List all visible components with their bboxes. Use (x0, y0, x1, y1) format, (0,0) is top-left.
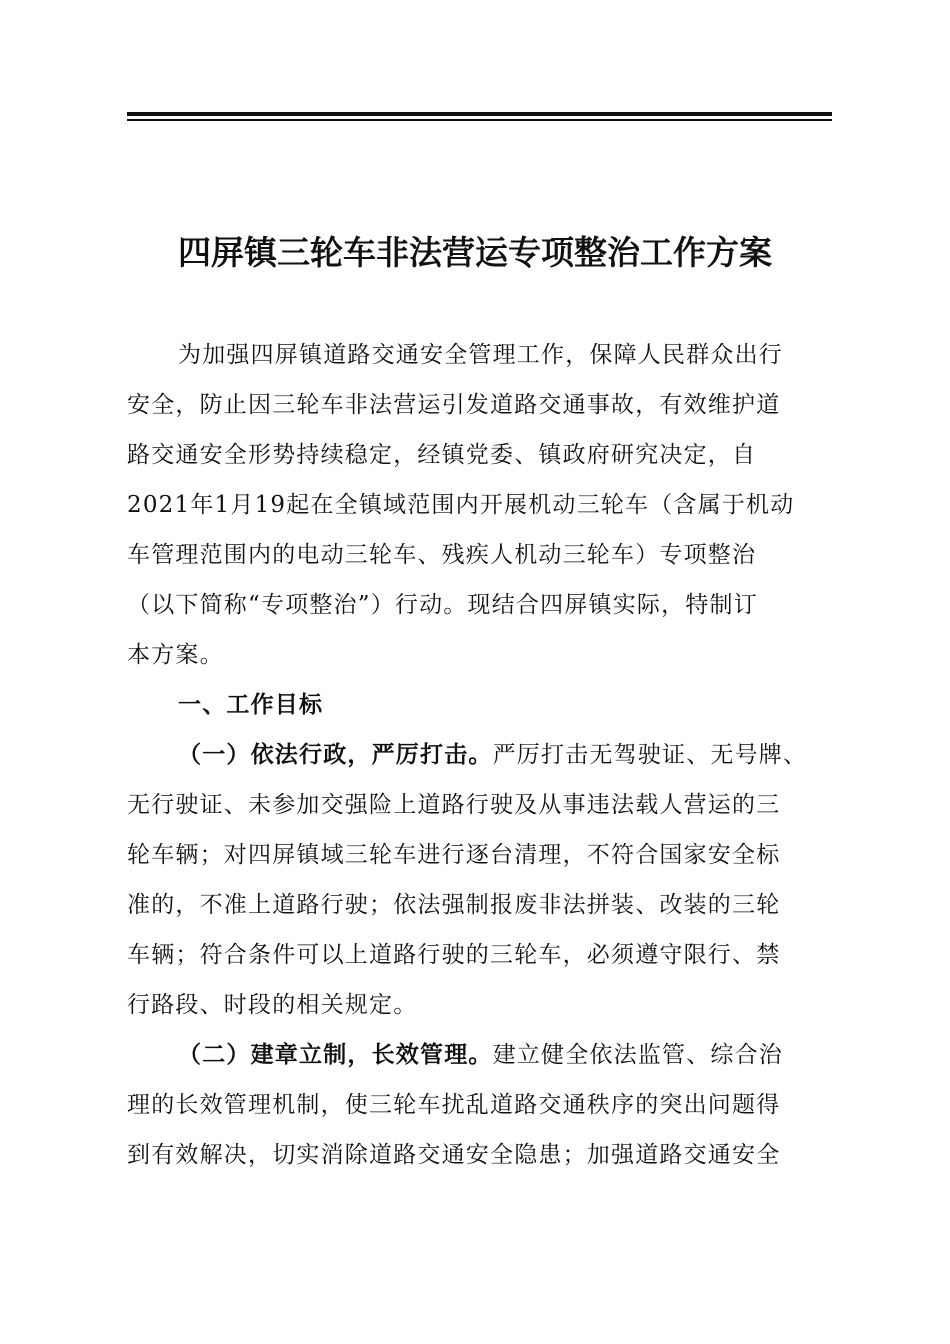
intro-line-4: 2021年1月19起在全镇域范围内开展机动三轮车（含属于机动 (127, 492, 795, 518)
header-double-rule-thin (127, 119, 832, 121)
item2-first-line (178, 1038, 783, 1072)
intro-line-1: 为加强四屏镇道路交通安全管理工作，保障人民群众出行 (178, 342, 783, 368)
item1-line-6: 行路段、时段的相关规定。 (127, 992, 418, 1018)
intro-line-5: 车管理范围内的电动三轮车、残疾人机动三轮车）专项整治 (127, 542, 757, 568)
intro-line-7: 本方案。 (127, 642, 224, 668)
document-title: 四屏镇三轮车非法营运专项整治工作方案 (178, 233, 772, 272)
intro-line-2: 安全，防止因三轮车非法营运引发道路交通事故，有效维护道 (127, 392, 781, 418)
header-double-rule-thick (127, 112, 832, 116)
item2-line-3: 到有效解决，切实消除道路交通安全隐患；加强道路交通安全 (127, 1142, 781, 1168)
item1-line-4: 准的，不准上道路行驶；依法强制报废非法拼装、改装的三轮 (127, 892, 781, 918)
item1-heading: （一）依法行政，严厉打击。 (178, 741, 493, 768)
item2-first-line-text: 建立健全依法监管、综合治 (492, 1042, 784, 1068)
section-heading-goals: 一、工作目标 (178, 691, 324, 718)
item1-line-2: 无行驶证、未参加交强险上道路行驶及从事违法载人营运的三 (127, 792, 781, 818)
intro-line-6: （以下简称“专项整治”）行动。现结合四屏镇实际，特制订 (127, 592, 758, 618)
item2-heading: （二）建章立制，长效管理。 (178, 1041, 493, 1068)
item1-line-5: 车辆；符合条件可以上道路行驶的三轮车，必须遵守限行、禁 (127, 942, 781, 968)
item1-first-line-text: 严厉打击无驾驶证、无号牌、 (492, 742, 808, 768)
intro-line-3: 路交通安全形势持续稳定，经镇党委、镇政府研究决定，自 (127, 442, 757, 468)
item2-line-2: 理的长效管理机制，使三轮车扰乱道路交通秩序的突出问题得 (127, 1092, 781, 1118)
item1-first-line (178, 738, 807, 772)
item1-line-3: 轮车辆；对四屏镇域三轮车进行逐台清理，不符合国家安全标 (127, 842, 781, 868)
